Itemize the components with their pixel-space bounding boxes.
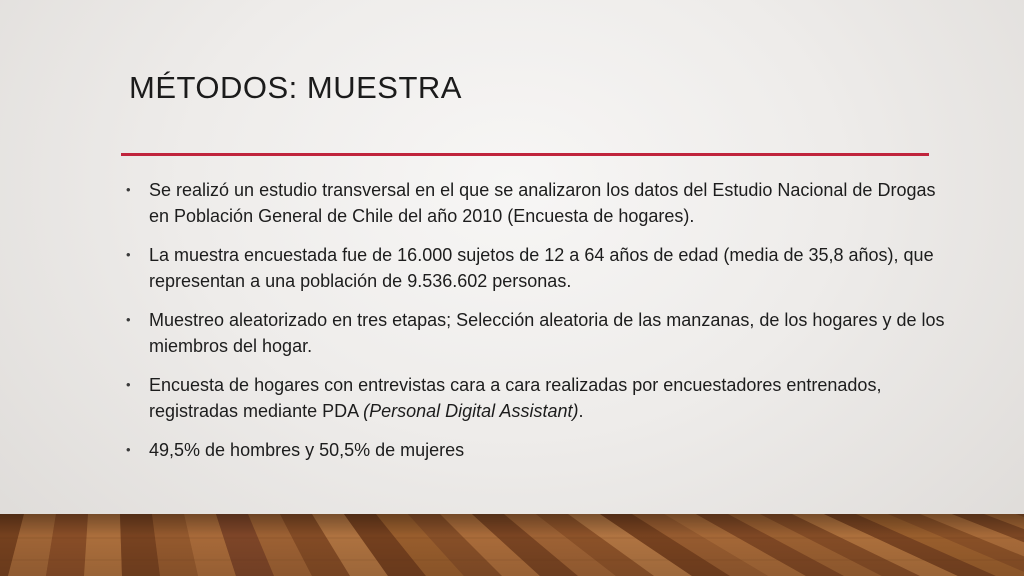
bullet-item xyxy=(126,242,946,294)
slide-title: MÉTODOS: MUESTRA xyxy=(129,70,462,105)
bullet-item xyxy=(126,437,946,463)
bullet-text: Muestreo aleatorizado en tres etapas; Selección aleatoria de las manzanas, de los hogares y de los miembros del hogar. xyxy=(149,310,945,356)
bullet-item xyxy=(126,307,946,359)
wood-floor-decoration xyxy=(0,514,1024,576)
bullet-item xyxy=(126,177,946,229)
bullet-text: La muestra encuestada fue de 16.000 sujetos de 12 a 64 años de edad (media de 35,8 años), que representan a una población de 9.536.602 personas. xyxy=(149,245,934,291)
bullet-dot-icon: • xyxy=(126,312,131,327)
bullet-item xyxy=(126,372,946,424)
title-divider xyxy=(121,153,929,156)
bullet-dot-icon: • xyxy=(126,182,131,197)
wood-floor-graphic xyxy=(0,514,1024,576)
bullet-dot-icon: • xyxy=(126,377,131,392)
bullet-text-italic: (Personal Digital Assistant) xyxy=(363,401,579,421)
bullet-text-start: Encuesta de hogares con entrevistas cara a cara realizadas por encuestadores entrenados, registradas mediante PDA xyxy=(149,375,882,421)
bullet-dot-icon: • xyxy=(126,247,131,262)
bullet-dot-icon: • xyxy=(126,442,131,457)
bullet-text: 49,5% de hombres y 50,5% de mujeres xyxy=(149,440,465,460)
bullet-text: Se realizó un estudio transversal en el que se analizaron los datos del Estudio Nacional de Drogas en Población General de Chile del año 2010 (Encuesta de hogares). xyxy=(149,180,936,226)
bullet-text-end: . xyxy=(578,401,584,421)
bullet-list xyxy=(126,177,946,476)
